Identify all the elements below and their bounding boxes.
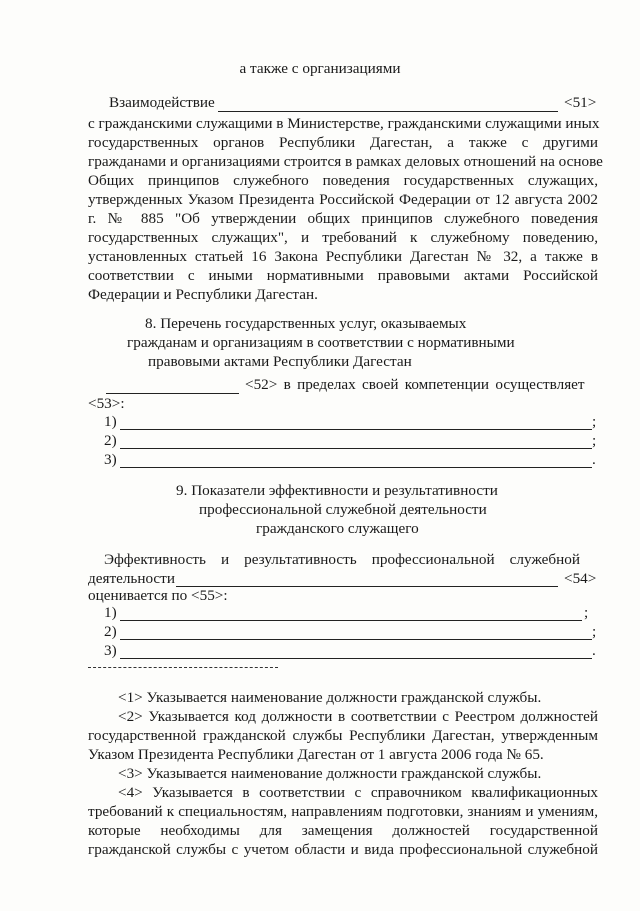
footnote: <3> Указывается наименование должности гражданской службы. [118, 765, 542, 782]
footnote-ref: <54> [564, 570, 597, 587]
list-end: ; [584, 604, 589, 621]
section-8-title: 8. Перечень государственных услуг, оказываемых [145, 315, 467, 332]
list-end: ; [592, 623, 597, 640]
section-9-title: гражданского служащего [256, 520, 419, 537]
text-line: соответствии с иными нормативными правовыми актами Российской [88, 267, 598, 284]
footnote-ref: <51> [564, 94, 597, 111]
list-end: ; [592, 432, 597, 449]
blank-line [218, 111, 558, 112]
footnote: государственной гражданской службы Республики Дагестан, утвержденным [88, 727, 598, 744]
text-line: г. № 885 "Об утверждении общих принципов служебного поведения [88, 210, 598, 227]
list-end: ; [592, 413, 597, 430]
text-line: Федерации и Республики Дагестан. [88, 286, 318, 303]
text-line: государственных органов Республики Дагестан, а также с другими [88, 134, 598, 151]
list-number: 3) [104, 642, 117, 659]
paragraph-start: Взаимодействие [109, 94, 215, 111]
heading-top: а также с организациями [239, 60, 401, 77]
blank-line [120, 467, 592, 468]
blank-line [120, 658, 592, 659]
blank-line [120, 448, 592, 449]
footnote-separator [88, 667, 278, 668]
list-end: . [592, 642, 596, 659]
section-9-title: 9. Показатели эффективности и результативности [176, 482, 498, 499]
text-line: деятельности [88, 570, 175, 587]
text-line: оценивается по <55>: [88, 587, 228, 604]
list-number: 1) [104, 413, 117, 430]
text-line: с гражданскими служащими в Министерстве, гражданскими служащими иных [88, 115, 600, 132]
section-8-title: гражданам и организациям в соответствии с нормативными [127, 334, 515, 351]
footnote: гражданской службы с учетом области и вида профессиональной служебной [88, 841, 598, 858]
list-number: 2) [104, 432, 117, 449]
footnote: <1> Указывается наименование должности гражданской службы. [118, 689, 542, 706]
text-line: утвержденных Указом Президента Российской Федерации от 12 августа 2002 [88, 191, 598, 208]
list-end: . [592, 451, 596, 468]
text-line: <53>: [88, 395, 125, 412]
footnote: Указом Президента Республики Дагестан от 1 августа 2006 года № 65. [88, 746, 544, 763]
blank-line [120, 429, 592, 430]
footnote: <2> Указывается код должности в соответствии с Реестром должностей [118, 708, 598, 725]
list-number: 2) [104, 623, 117, 640]
text-line: Общих принципов служебного поведения государственных служащих, [88, 172, 598, 189]
text-line: установленных статьей 16 Закона Республики Дагестан № 32, а также в [88, 248, 598, 265]
list-number: 3) [104, 451, 117, 468]
blank-line [176, 586, 558, 587]
footnote: <4> Указывается в соответствии с справочником квалификационных [118, 784, 598, 801]
blank-line [120, 639, 592, 640]
list-number: 1) [104, 604, 117, 621]
blank-line [120, 620, 582, 621]
section-8-title: правовыми актами Республики Дагестан [148, 353, 412, 370]
text-line: государственных служащих", и требований к служебному поведению, [88, 229, 598, 246]
footnote: требований к специальностям, направлениям подготовки, знаниям и умениям, [88, 803, 598, 820]
text-line: <52> в пределах своей компетенции осуществляет [245, 376, 585, 393]
footnote: которые необходимы для замещения должностей государственной [88, 822, 598, 839]
section-9-title: профессиональной служебной деятельности [199, 501, 487, 518]
text-line: гражданами и организациями строится в рамках деловых отношений на основе [88, 153, 603, 170]
blank-line [106, 393, 239, 394]
text-line: Эффективность и результативность профессиональной служебной [104, 551, 580, 568]
